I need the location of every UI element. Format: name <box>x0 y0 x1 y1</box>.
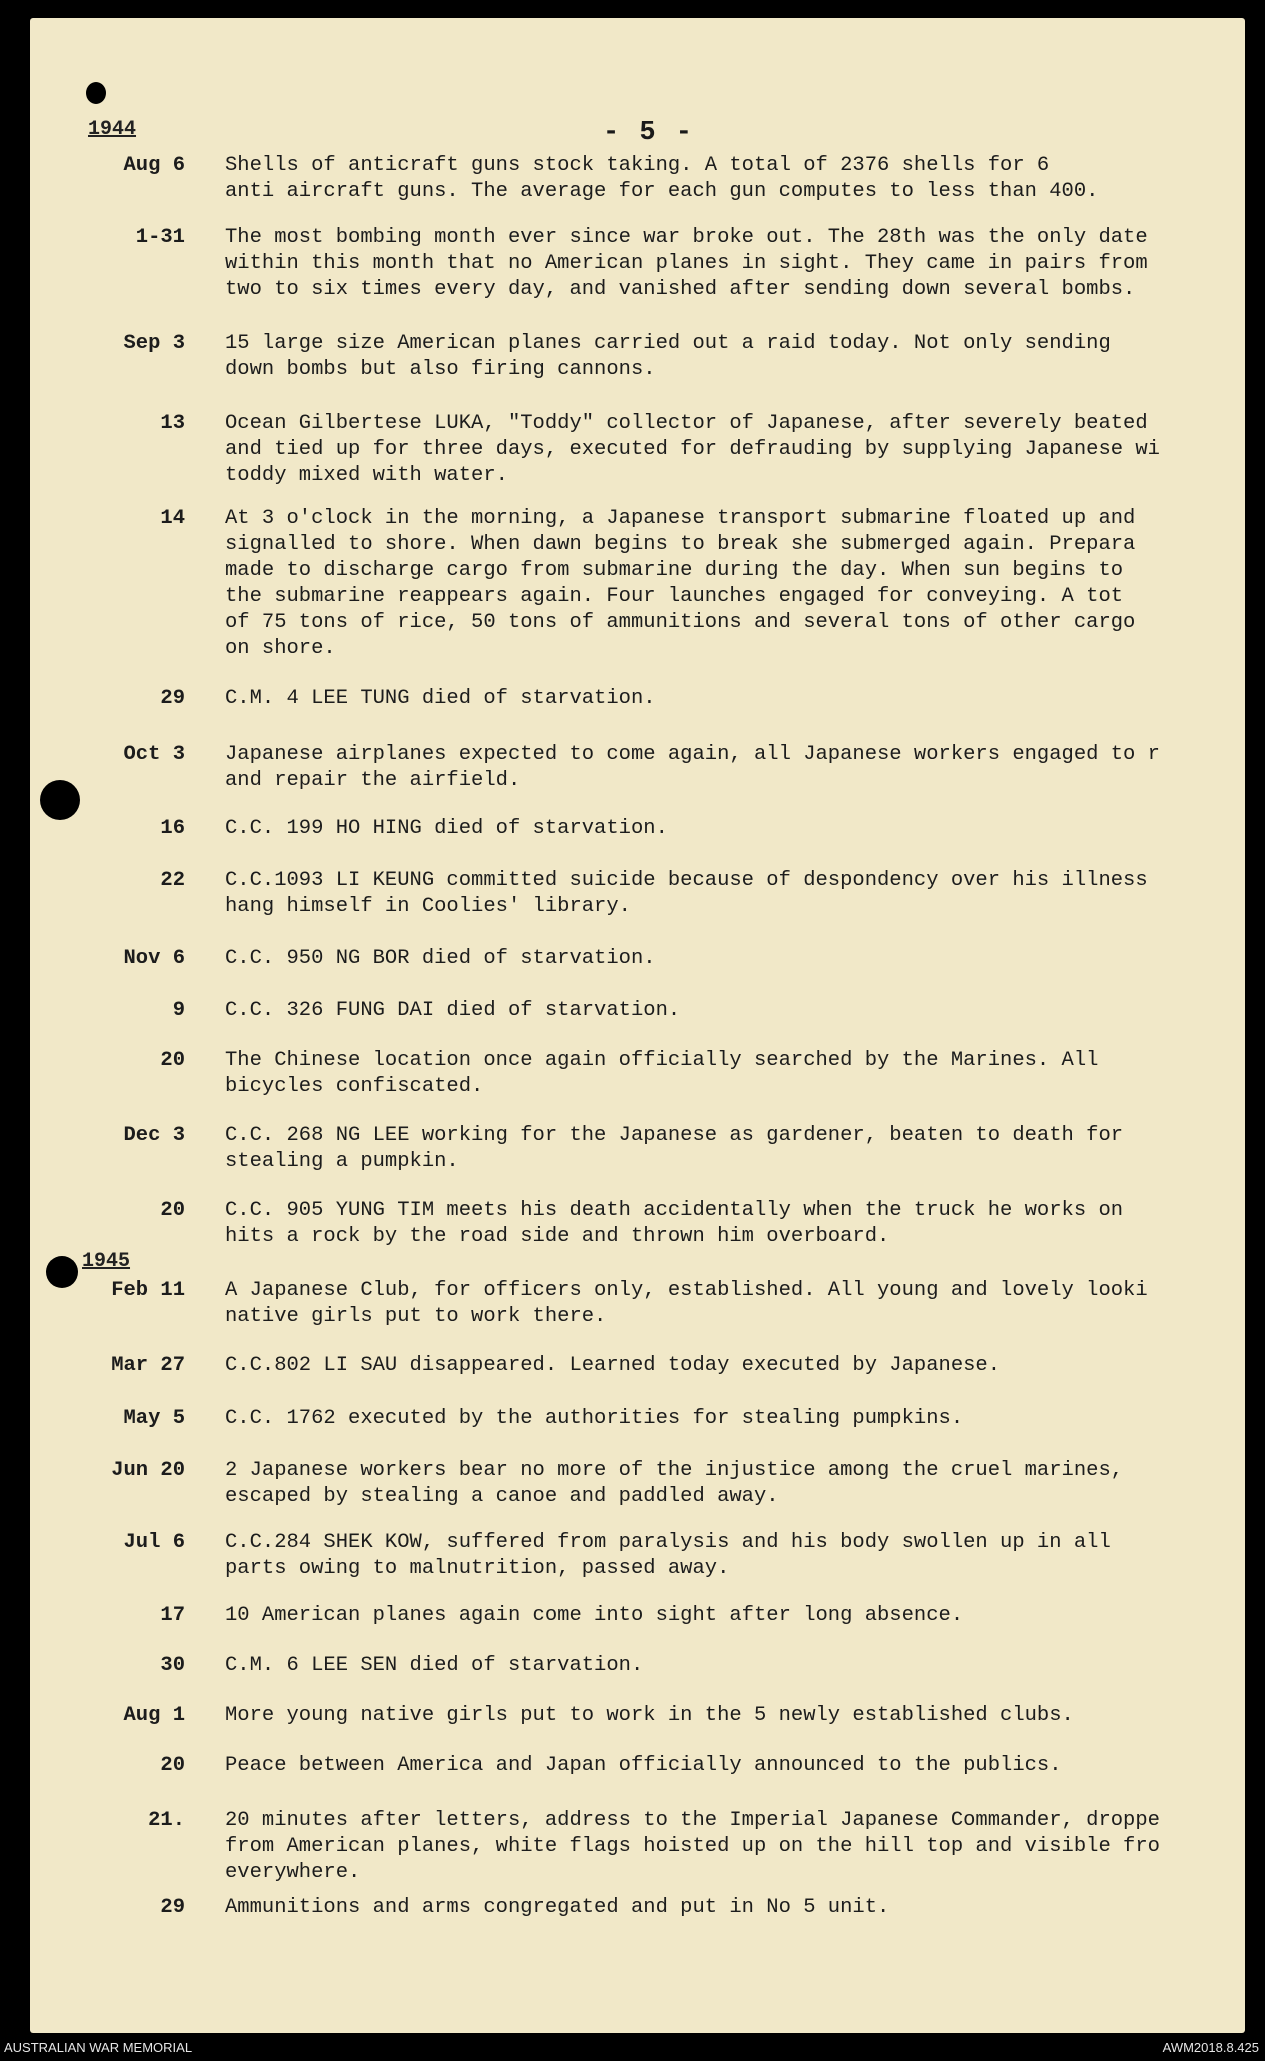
entry-date: Aug 1 <box>123 1704 185 1727</box>
entry-text <box>225 1458 1255 1510</box>
punch-hole <box>86 82 106 104</box>
entry-text <box>225 742 1255 794</box>
entry-line: C.C.284 SHEK KOW, suffered from paralysis and his body swollen up in all <box>225 1531 1111 1554</box>
entry-text <box>225 411 1255 489</box>
entry-line: C.C. 268 NG LEE working for the Japanese as gardener, beaten to death for <box>225 1124 1124 1147</box>
entry-text <box>225 998 1255 1024</box>
entry-date: Sep 3 <box>123 332 185 355</box>
entry-date: Aug 6 <box>123 154 185 177</box>
entry-line: within this month that no American planes in sight. They came in pairs from <box>225 252 1148 275</box>
entry-text <box>225 1530 1255 1582</box>
entry-date: 16 <box>160 817 185 840</box>
punch-hole <box>40 780 80 820</box>
entry-text <box>225 1406 1255 1432</box>
entry-line: escaped by stealing a canoe and paddled away. <box>225 1485 779 1508</box>
entry-date: Oct 3 <box>123 743 185 766</box>
entry-date: 20 <box>160 1049 185 1072</box>
entry-line: 2 Japanese workers bear no more of the injustice among the cruel marines, <box>225 1459 1124 1482</box>
entry-line: toddy mixed with water. <box>225 464 508 487</box>
entry-date: 21. <box>148 1809 185 1832</box>
entry-line: C.C. 950 NG BOR died of starvation. <box>225 947 656 970</box>
entry-text <box>225 1353 1255 1379</box>
entry-line: 15 large size American planes carried out a raid today. Not only sending <box>225 332 1111 355</box>
entry-line: on shore. <box>225 637 336 660</box>
entry-line: C.M. 6 LEE SEN died of starvation. <box>225 1654 644 1677</box>
entry-text <box>225 1703 1255 1729</box>
entry-line: The Chinese location once again officially searched by the Marines. All <box>225 1049 1099 1072</box>
entry-date: 29 <box>160 1896 185 1919</box>
entry-line: C.C.1093 LI KEUNG committed suicide because of despondency over his illness <box>225 869 1148 892</box>
entry-date: 13 <box>160 412 185 435</box>
footer-source: AUSTRALIAN WAR MEMORIAL <box>4 2040 193 2055</box>
entry-text <box>225 1653 1255 1679</box>
entry-line: C.C. 905 YUNG TIM meets his death accidentally when the truck he works on <box>225 1199 1124 1222</box>
entry-date: Nov 6 <box>123 947 185 970</box>
entry-date: Mar 27 <box>111 1354 185 1377</box>
entry-line: signalled to shore. When dawn begins to break she submerged again. Prepara <box>225 533 1136 556</box>
entry-text <box>225 1753 1255 1779</box>
entry-date: 20 <box>160 1199 185 1222</box>
entry-text <box>225 816 1255 842</box>
page-number: - 5 - <box>603 118 695 148</box>
entry-line: hang himself in Coolies' library. <box>225 895 631 918</box>
entry-line: Shells of anticraft guns stock taking. A total of 2376 shells for 6 <box>225 154 1050 177</box>
entry-line: Japanese airplanes expected to come again, all Japanese workers engaged to r <box>225 743 1160 766</box>
entry-line: At 3 o'clock in the morning, a Japanese transport submarine floated up and <box>225 507 1136 530</box>
entry-line: made to discharge cargo from submarine during the day. When sun begins to <box>225 559 1124 582</box>
entry-date: Jul 6 <box>123 1531 185 1554</box>
entry-date: Jun 20 <box>111 1459 185 1482</box>
entry-line: from American planes, white flags hoisted up on the hill top and visible fro <box>225 1835 1160 1858</box>
entry-date: 17 <box>160 1604 185 1627</box>
year-heading: 1944 <box>88 118 137 141</box>
entry-line: native girls put to work there. <box>225 1305 607 1328</box>
entry-line: C.C. 326 FUNG DAI died of starvation. <box>225 999 681 1022</box>
entry-date: Dec 3 <box>123 1124 185 1147</box>
entry-text <box>225 1278 1255 1330</box>
entry-line: two to six times every day, and vanished after sending down several bombs. <box>225 278 1136 301</box>
entry-text <box>225 225 1255 303</box>
entry-line: C.C. 1762 executed by the authorities for stealing pumpkins. <box>225 1407 964 1430</box>
year-heading: 1945 <box>82 1250 131 1273</box>
entry-line: Ammunitions and arms congregated and put in No 5 unit. <box>225 1896 890 1919</box>
entry-line: The most bombing month ever since war broke out. The 28th was the only date <box>225 226 1148 249</box>
entry-line: anti aircraft guns. The average for each gun computes to less than 400. <box>225 180 1099 203</box>
entry-text <box>225 1198 1255 1250</box>
entry-text <box>225 153 1255 205</box>
document-page <box>30 18 1245 2033</box>
entry-line: of 75 tons of rice, 50 tons of ammunitions and several tons of other cargo <box>225 611 1136 634</box>
entry-line: and repair the airfield. <box>225 769 521 792</box>
entry-line: A Japanese Club, for officers only, established. All young and lovely looki <box>225 1279 1148 1302</box>
entry-line: bicycles confiscated. <box>225 1075 484 1098</box>
entry-line: and tied up for three days, executed for defrauding by supplying Japanese wi <box>225 438 1160 461</box>
entry-line: parts owing to malnutrition, passed away. <box>225 1557 730 1580</box>
entry-text <box>225 1603 1255 1629</box>
entry-line: Peace between America and Japan officially announced to the publics. <box>225 1754 1062 1777</box>
entry-text <box>225 1048 1255 1100</box>
entry-date: May 5 <box>123 1407 185 1430</box>
entry-text <box>225 946 1255 972</box>
entry-date: 20 <box>160 1754 185 1777</box>
entry-date: 9 <box>172 999 185 1022</box>
entry-date: 22 <box>160 869 185 892</box>
footer-catalog-id: AWM2018.8.425 <box>1162 2040 1259 2055</box>
entry-line: the submarine reappears again. Four launches engaged for conveying. A tot <box>225 585 1124 608</box>
entry-line: 10 American planes again come into sight after long absence. <box>225 1604 964 1627</box>
entry-date: Feb 11 <box>111 1279 185 1302</box>
entry-line: C.C.802 LI SAU disappeared. Learned today executed by Japanese. <box>225 1354 1001 1377</box>
punch-hole <box>46 1256 78 1288</box>
entry-text <box>225 686 1255 712</box>
entry-text <box>225 1123 1255 1175</box>
entry-date: 1-31 <box>135 226 185 249</box>
entry-line: C.C. 199 HO HING died of starvation. <box>225 817 668 840</box>
entry-date: 14 <box>160 507 185 530</box>
entry-date: 30 <box>160 1654 185 1677</box>
entry-text <box>225 1808 1255 1886</box>
entry-line: Ocean Gilbertese LUKA, "Toddy" collector of Japanese, after severely beated <box>225 412 1148 435</box>
entry-line: 20 minutes after letters, address to the Imperial Japanese Commander, droppe <box>225 1809 1160 1832</box>
entry-line: hits a rock by the road side and thrown him overboard. <box>225 1225 890 1248</box>
entry-text <box>225 331 1255 383</box>
entry-text <box>225 868 1255 920</box>
entry-date: 29 <box>160 687 185 710</box>
entry-line: everywhere. <box>225 1861 361 1884</box>
entry-text <box>225 1895 1255 1921</box>
entry-line: C.M. 4 LEE TUNG died of starvation. <box>225 687 656 710</box>
entry-line: More young native girls put to work in the 5 newly established clubs. <box>225 1704 1074 1727</box>
entry-text <box>225 506 1255 662</box>
entry-line: down bombs but also firing cannons. <box>225 358 656 381</box>
entry-line: stealing a pumpkin. <box>225 1150 459 1173</box>
